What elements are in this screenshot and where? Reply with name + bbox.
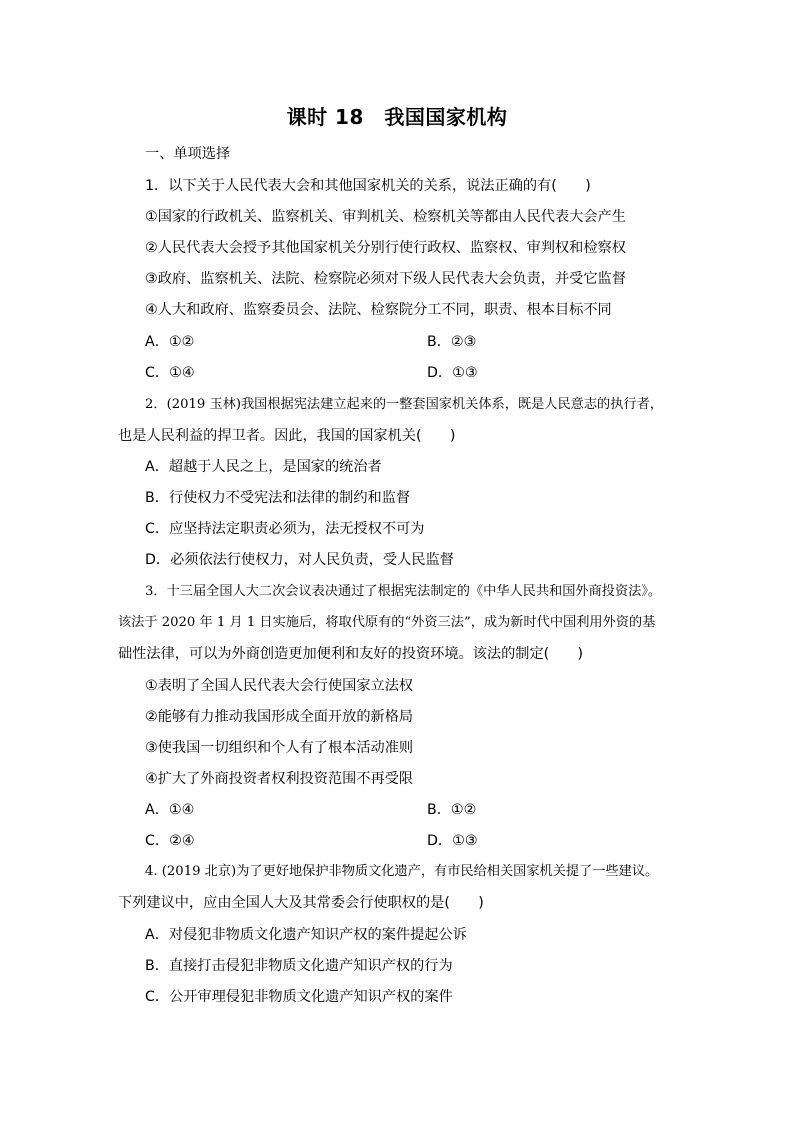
question-3-option-b: B．①② [427,802,477,818]
question-2-option-c: C．应坚持法定职责必须为，法无授权不可为 [145,521,425,537]
question-4-option-a: A．对侵犯非物质文化遗产知识产权的案件提起公诉 [145,927,467,943]
question-1-option-a: A．①② [145,334,195,350]
question-3-item: ④扩大了外商投资者权利投资范围不再受限 [145,771,414,787]
question-1-item: ③政府、监察机关、法院、检察院必须对下级人民代表大会负责，并受它监督 [145,271,626,287]
question-2-stem-line: 2．(2019 玉林)我国根据宪法建立起来的一整套国家机关体系，既是人民意志的执行者， [145,397,663,412]
question-3-option-c: C．②④ [145,833,195,849]
question-3-item: ③使我国一切组织和个人有了根本活动准则 [145,740,414,756]
question-3-stem-line: 3．十三届全国人大二次会议表决通过了根据宪法制定的《中华人民共和国外商投资法》。 [145,584,662,599]
question-4-option-c: C．公开审理侵犯非物质文化遗产知识产权的案件 [145,989,453,1005]
question-3-stem-line: 该法于 2020 年 1 月 1 日实施后，将取代原有的“外资三法”，成为新时代中国利用外资的基 [118,615,656,630]
question-4-option-b: B．直接打击侵犯非物质文化遗产知识产权的行为 [145,958,453,974]
question-1-option-b: B．②③ [427,334,477,350]
page-title: 课时 18 我国国家机构 [286,105,508,129]
question-2-stem-line: 也是人民利益的捍卫者。因此，我国的国家机关( ) [118,428,456,444]
section-heading: 一、单项选择 [145,146,231,162]
question-1-item: ④人大和政府、监察委员会、法院、检察院分工不同，职责、根本目标不同 [145,302,612,318]
question-3-stem-line: 础性法律，可以为外商创造更加便利和友好的投资环境。该法的制定( ) [118,646,584,662]
question-1-item: ②人民代表大会授予其他国家机关分别行使行政权、监察权、审判权和检察权 [145,240,626,256]
question-2-option-a: A．超越于人民之上，是国家的统治者 [145,459,382,475]
question-1-option-c: C．①④ [145,365,195,381]
question-2-option-b: B．行使权力不受宪法和法律的制约和监督 [145,490,411,506]
question-3-option-a: A．①④ [145,802,195,818]
question-4-stem-line: 下列建议中，应由全国人大及其常委会行使职权的是( ) [118,895,484,911]
question-3-item: ①表明了全国人民代表大会行使国家立法权 [145,678,414,694]
question-3-item: ②能够有力推动我国形成全面开放的新格局 [145,709,414,725]
question-4-stem-line: 4. (2019 北京)为了更好地保护非物质文化遗产，有市民给相关国家机关提了一些建议。 [145,864,659,879]
question-2-option-d: D．必须依法行使权力，对人民负责，受人民监督 [145,552,454,568]
question-1-stem: 1．以下关于人民代表大会和其他国家机关的关系，说法正确的有( ) [145,178,591,194]
question-1-option-d: D．①③ [427,365,478,381]
question-1-item: ①国家的行政机关、监察机关、审判机关、检察机关等都由人民代表大会产生 [145,209,626,225]
question-3-option-d: D．①③ [427,833,478,849]
